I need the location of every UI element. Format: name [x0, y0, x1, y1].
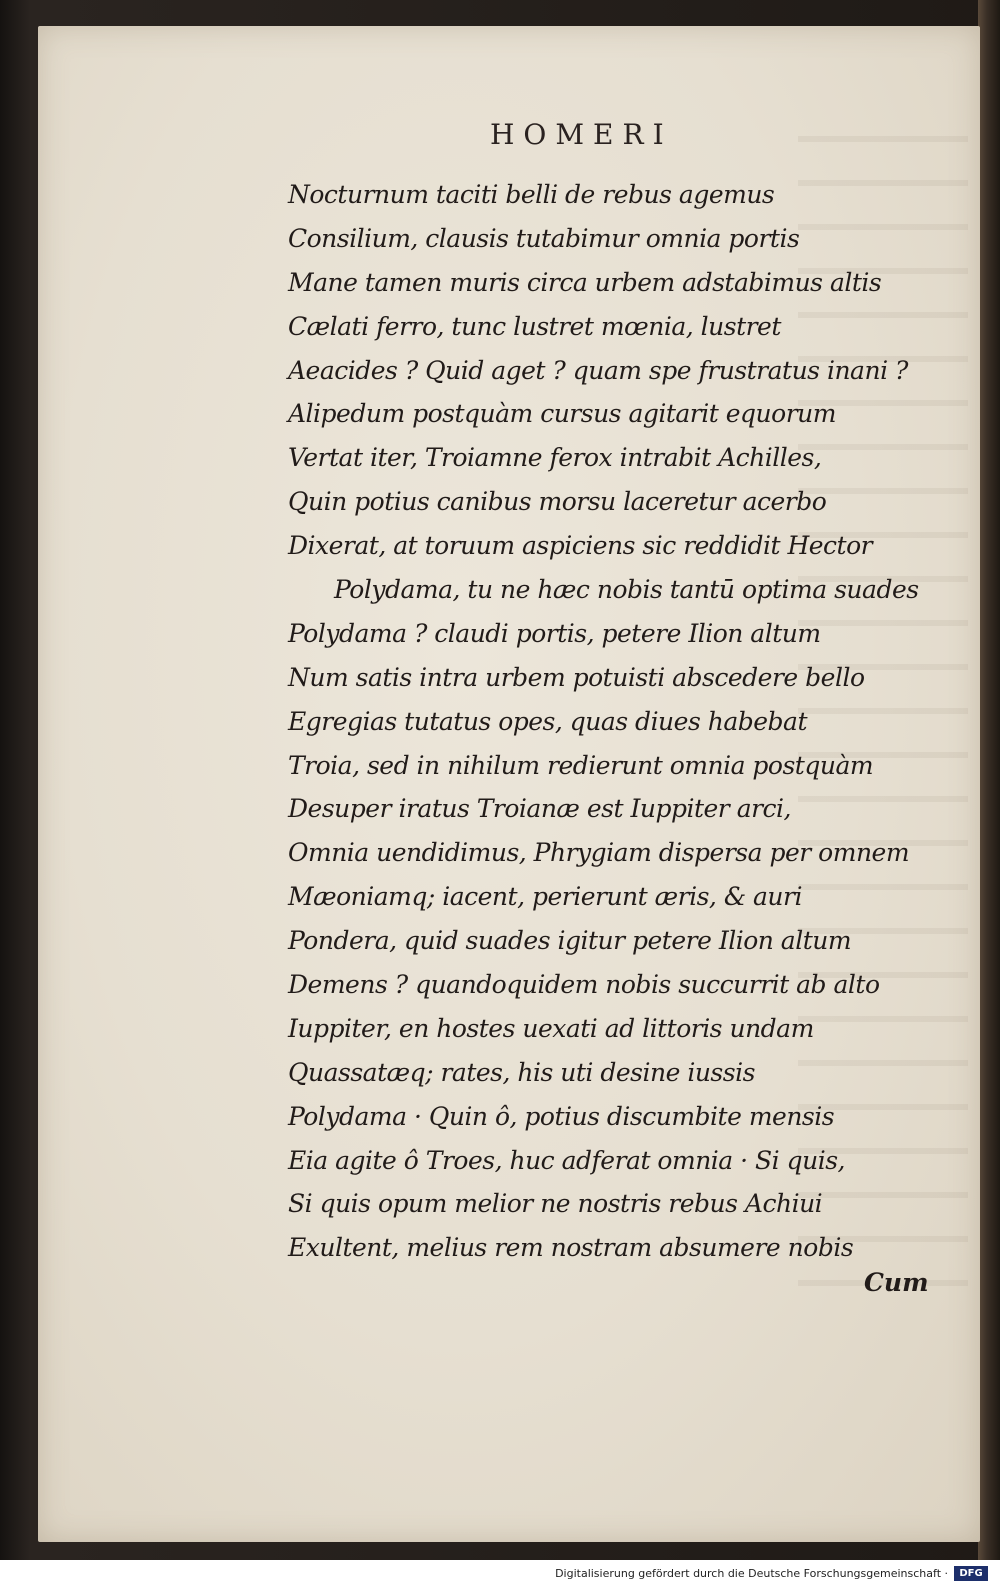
verse-line: Polydama ? claudi portis, petere Ilion altum — [288, 618, 821, 648]
verse-line: Exultent, melius rem nostram absumere nobis — [288, 1233, 854, 1263]
verse-line: Egregias tutatus opes, quas diues habebat — [288, 706, 807, 736]
verse-line: Aeacides ? Quid aget ? quam spe frustratus inani ? — [288, 355, 908, 385]
verse-line: Quin potius canibus morsu laceretur acerbo — [288, 487, 827, 517]
footer-credit: Digitalisierung gefördert durch die Deutsche Forschungsgemeinschaft · — [555, 1567, 948, 1580]
verse-block — [288, 173, 919, 1270]
verse-line: Polydama, tu ne hæc nobis tantū optima suades — [334, 575, 919, 605]
verse-line: Nocturnum taciti belli de rebus agemus — [288, 180, 775, 209]
verse-line: Polydama · Quin ô, potius discumbite mensis — [288, 1101, 835, 1131]
verse-line: Si quis opum melior ne nostris rebus Achiui — [288, 1189, 823, 1219]
verse-line: Cælati ferro, tunc lustret mœnia, lustret — [288, 311, 781, 341]
verse-line: Pondera, quid suades igitur petere Ilion altum — [288, 926, 852, 956]
verse-line: Iuppiter, en hostes uexati ad littoris undam — [288, 1013, 814, 1043]
running-head: HOMERI — [490, 118, 673, 151]
verse-line: Mane tamen muris circa urbem adstabimus altis — [288, 267, 882, 297]
dfg-logo: DFG — [954, 1566, 988, 1581]
verse-line: Vertat iter, Troiamne ferox intrabit Achilles, — [288, 443, 822, 473]
verse-line: Consilium, clausis tutabimur omnia portis — [288, 223, 800, 253]
verse-line: Omnia uendidimus, Phrygiam dispersa per omnem — [288, 838, 910, 868]
catchword: Cum — [864, 1268, 929, 1297]
verse-line: Demens ? quandoquidem nobis succurrit ab alto — [288, 970, 880, 1000]
verse-line: Dixerat, at toruum aspiciens sic reddidit Hector — [288, 531, 873, 561]
verse-line: Alipedum postquàm cursus agitarit equorum — [288, 399, 836, 429]
verse-line: Num satis intra urbem potuisti abscedere bello — [288, 662, 865, 692]
verse-line: Troia, sed in nihilum redierunt omnia postquàm — [288, 750, 874, 780]
verse-line: Desuper iratus Troianæ est Iuppiter arci, — [288, 794, 791, 824]
book-binding-edge — [978, 0, 1000, 1560]
verse-line: Mæoniamq; iacent, perierunt æris, & auri — [288, 882, 802, 912]
verse-line: Quassatæq; rates, his uti desine iussis — [288, 1057, 755, 1087]
verse-line: Eia agite ô Troes, huc adferat omnia · Si quis, — [288, 1145, 845, 1175]
